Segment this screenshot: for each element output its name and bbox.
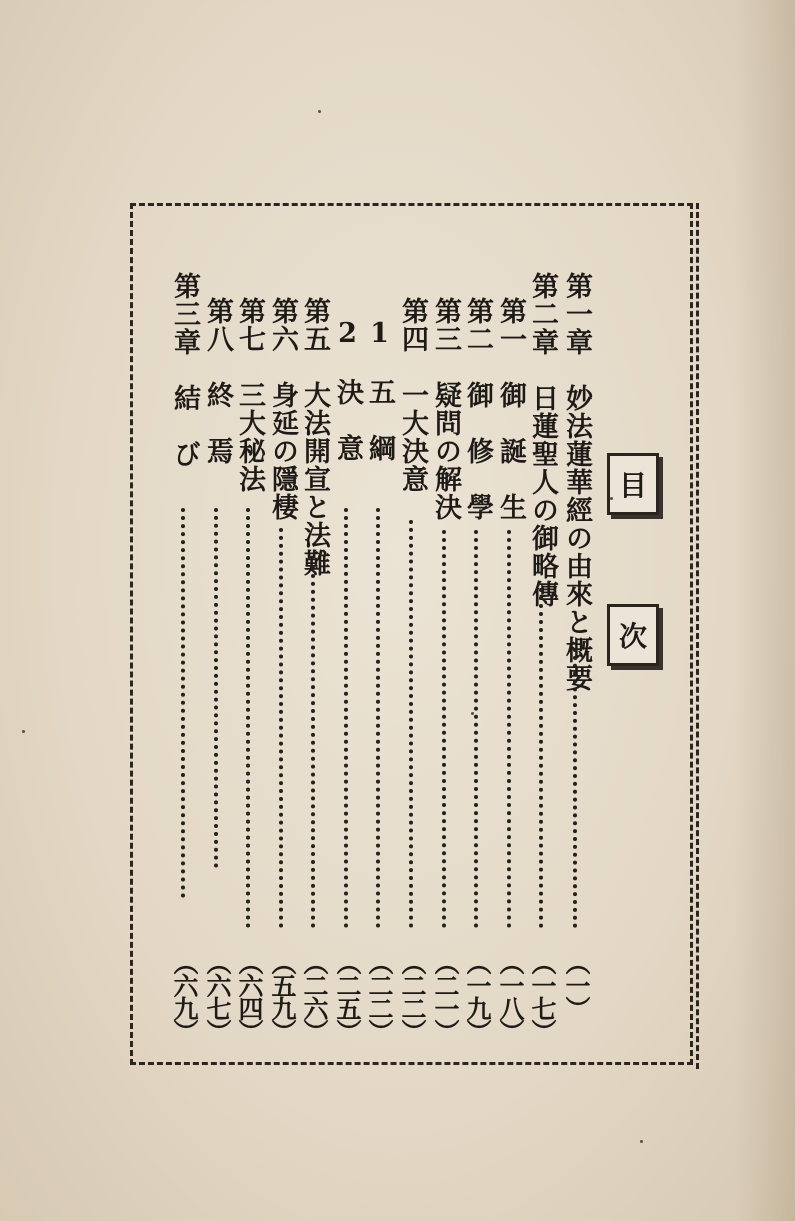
toc-leader-dots bbox=[539, 588, 548, 928]
toc-entry-label: 第一章 妙法蓮華經の由來と概要 bbox=[561, 272, 592, 692]
toc-entry[interactable] bbox=[459, 272, 495, 1042]
toc-entry[interactable] bbox=[231, 272, 267, 1042]
toc-leader-dots bbox=[573, 648, 582, 928]
toc-entry-page: （五九） bbox=[268, 950, 297, 1042]
toc-entry-page: （一九） bbox=[463, 950, 492, 1042]
toc-leader-dots bbox=[442, 530, 451, 928]
toc-entry-page: （二二） bbox=[365, 950, 394, 1042]
toc-entry-label: 第八 終 焉 bbox=[202, 297, 233, 465]
toc-entry[interactable] bbox=[524, 272, 560, 1042]
toc-entry[interactable] bbox=[296, 272, 332, 1042]
toc-leader-dots bbox=[279, 528, 288, 928]
toc-leader-dots bbox=[474, 530, 483, 928]
toc-entry[interactable] bbox=[199, 272, 235, 1042]
toc-entry[interactable] bbox=[361, 272, 397, 1042]
toc-entry-label: 第六 身延の隱棲 bbox=[267, 297, 298, 521]
toc-entry[interactable] bbox=[394, 272, 430, 1042]
toc-entry-page: （一七） bbox=[528, 950, 557, 1042]
toc-entry[interactable] bbox=[264, 272, 300, 1042]
toc-entry-page: （二二） bbox=[398, 950, 427, 1042]
toc-entry[interactable] bbox=[329, 272, 365, 1042]
toc-entry-page: （六七） bbox=[203, 950, 232, 1042]
toc-entry-page: （一八） bbox=[496, 950, 525, 1042]
toc-entry-label: 1 五 綱 bbox=[364, 318, 395, 462]
toc-entry[interactable] bbox=[166, 272, 202, 1042]
toc-leader-dots bbox=[311, 566, 320, 928]
toc-leader-dots bbox=[376, 508, 385, 928]
toc-entry-label: 第二 御 修 學 bbox=[462, 297, 493, 521]
toc-leader-dots bbox=[246, 508, 255, 928]
page-edge-shadow bbox=[735, 0, 795, 1221]
toc-entry-label: 第二章 日蓮聖人の御略傳 bbox=[527, 272, 558, 608]
toc-leader-dots bbox=[409, 520, 418, 928]
toc-entry-page: （二六） bbox=[300, 950, 329, 1042]
toc-entry-label: 第一 御 誕 生 bbox=[495, 297, 526, 521]
toc-heading-char-2: 次 bbox=[607, 604, 659, 666]
toc-leader-dots bbox=[344, 508, 353, 928]
toc-heading-char-1: 目 bbox=[607, 453, 659, 515]
toc-entry-label: 第三 疑問の解決 bbox=[430, 297, 461, 521]
toc-entry-label: 第五 大法開宣と法難 bbox=[299, 297, 330, 577]
toc-entry-label: 第三章 結 び bbox=[169, 272, 200, 468]
toc-entry-page: （二五） bbox=[333, 950, 362, 1042]
toc-entry-page: （二一） bbox=[431, 950, 460, 1042]
toc-entry[interactable] bbox=[492, 272, 528, 1042]
toc-entry[interactable] bbox=[558, 272, 594, 1032]
toc-entry-page: （六九） bbox=[170, 950, 199, 1042]
toc-entry-label: 第四 一大決意 bbox=[397, 297, 428, 493]
toc-entry-label: 第七 三大秘法 bbox=[234, 297, 265, 493]
toc-entry-label: 2 決 意 bbox=[332, 318, 363, 462]
toc-leader-dots bbox=[214, 508, 223, 868]
toc-entry-page: （一） bbox=[562, 950, 591, 1019]
toc-leader-dots bbox=[507, 530, 516, 928]
toc-leader-dots bbox=[181, 508, 190, 898]
toc-entry-page: （六四） bbox=[235, 950, 264, 1042]
toc-entry[interactable] bbox=[427, 272, 463, 1042]
